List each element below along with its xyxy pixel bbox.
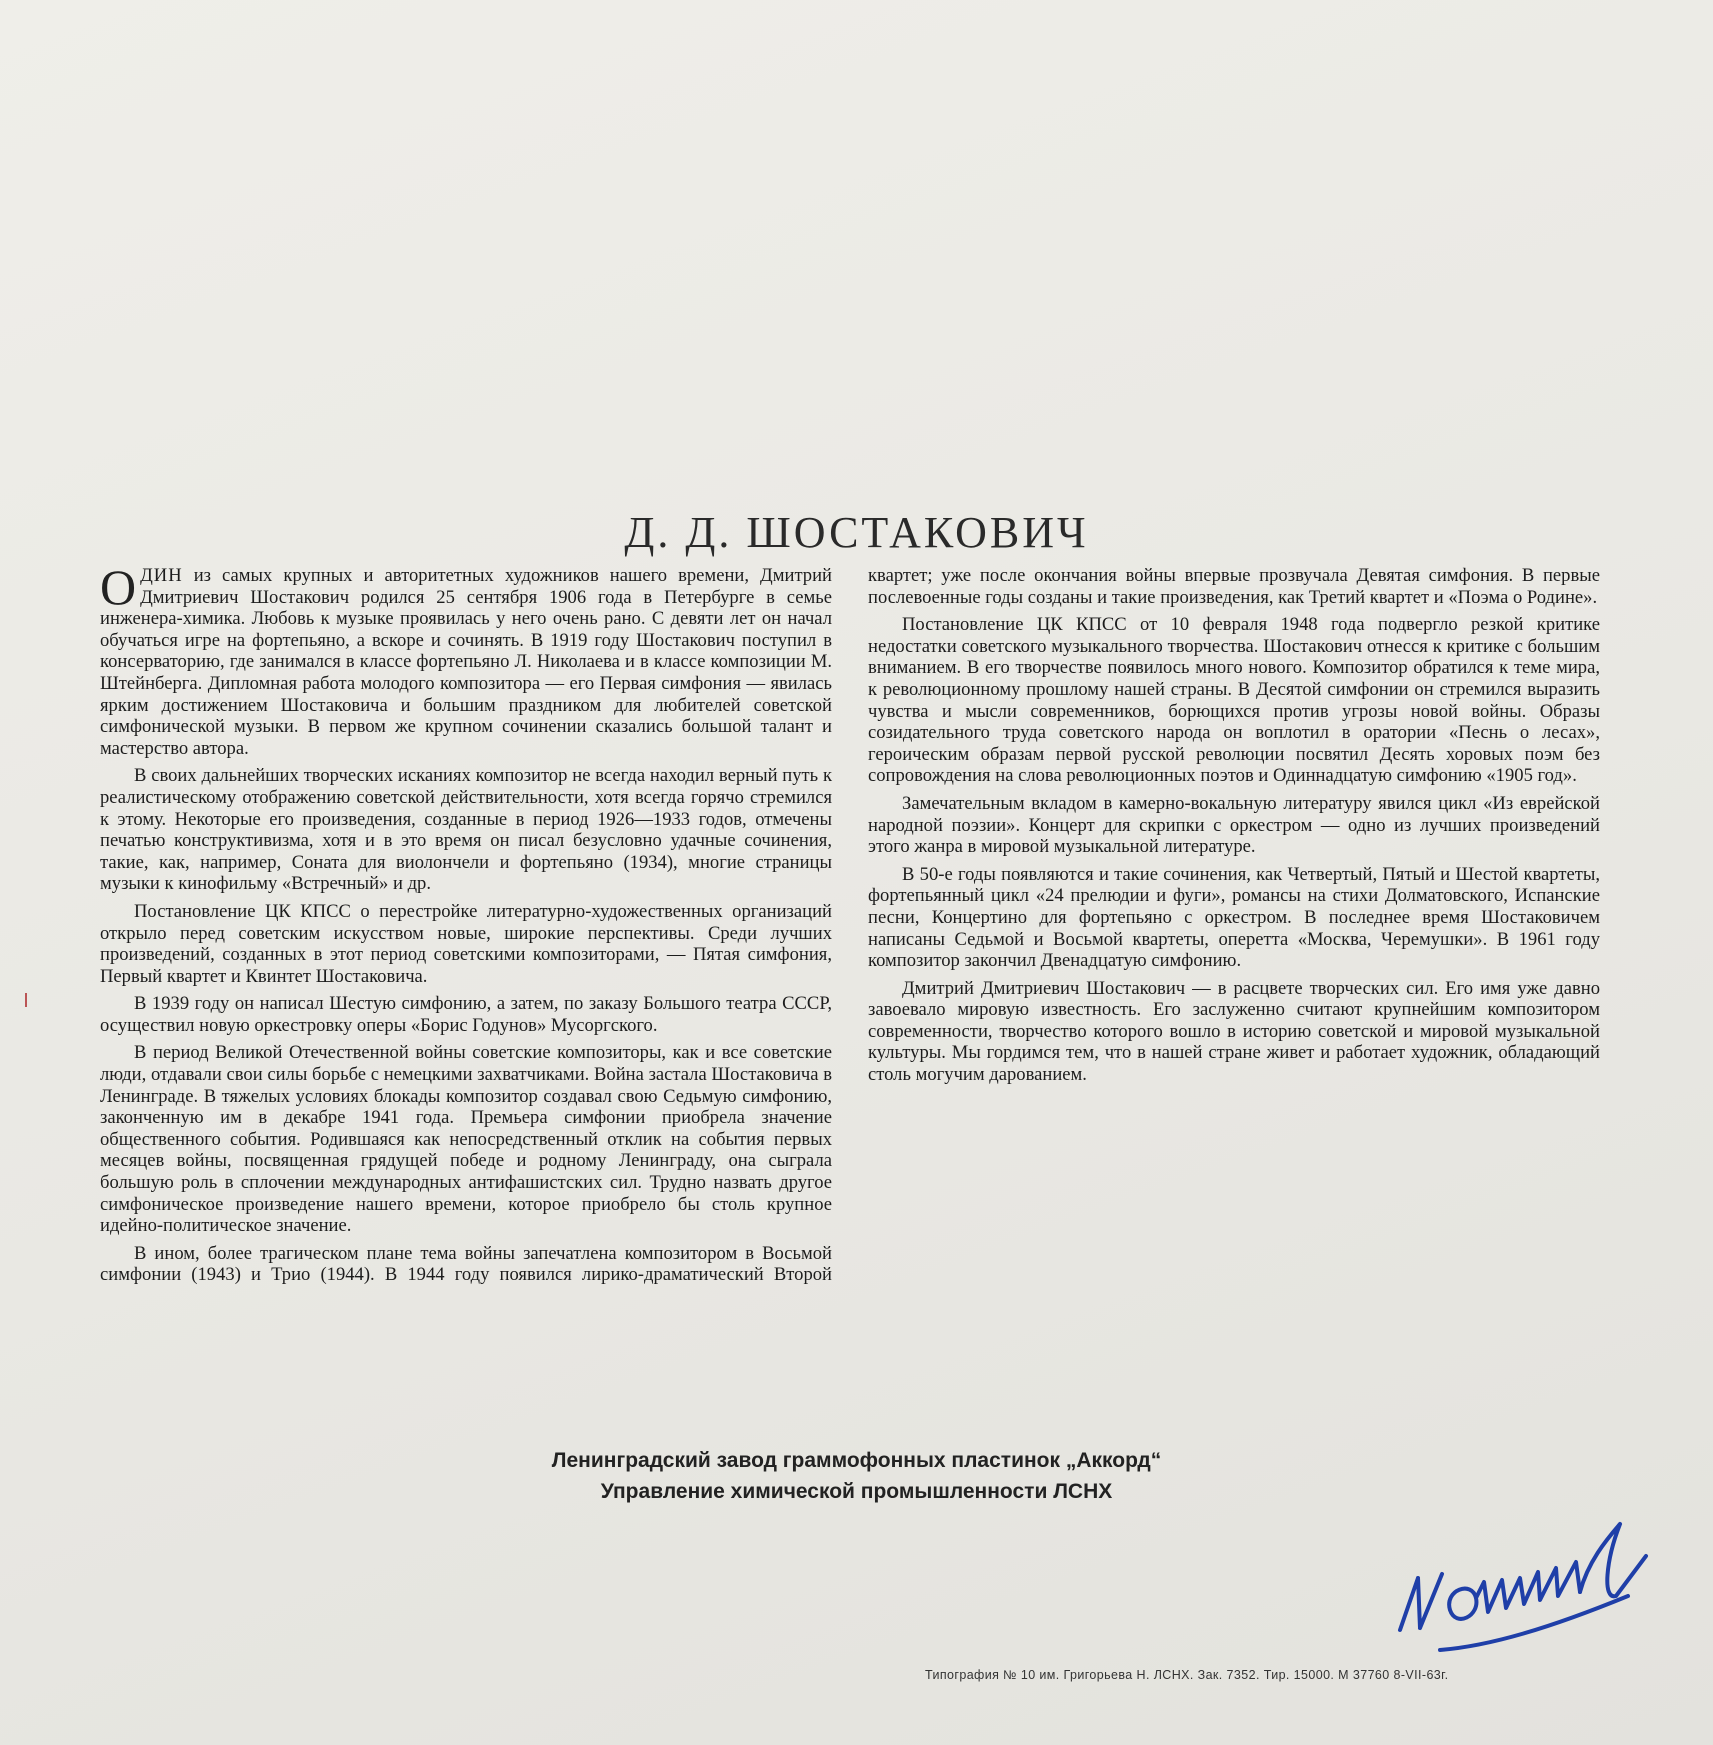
article-paragraph-9: В 50-е годы появляются и такие сочинения, как Четвертый, Пятый и Шестой квартеты, фортепьянный цикл «24 прелюдии и фуги», романсы на стихи Долматовского, Испанские песни, Концертино для фортепьяно с оркестром. В последнее время Шостаковичем написаны Седьмой и Восьмой квартеты, оперетта «Москва, Черемушки». В 1961 году композитор закончил Двенадцатую симфонию. bbox=[868, 863, 1600, 972]
lead-word: ДИН bbox=[140, 565, 183, 586]
article-paragraph-6: В ином, более трагическом плане тема войны запечатлена композитором в Восьмой симфонии (1943) и Трио (1944). В 1944 году появился лирико-драматический Второй квартет; уже после окончания войны впервые прозвучала Девятая симфония. В первые послевоенные годы созданы и такие произведения, как Третий квартет и «Поэма о Родине». bbox=[100, 565, 1600, 1286]
print-imprint: Типография № 10 им. Григорьева Н. ЛСНХ. Зак. 7352. Тир. 15000. М 37760 8-VII-63г. bbox=[925, 1668, 1449, 1682]
paragraph-text: из самых крупных и авторитетных художников нашего времени, Дмитрий Дмитриевич Шостакович родился 25 сентября 1906 года в Петербурге в семье инженера-химика. Любовь к музыке проявилась у него очень рано. С девяти лет он начал обучаться игре на фортепьяно, а вскоре и сочинять. В 1919 году Шостакович поступил в консерваторию, где занимался в классе фортепьяно Л. Николаева и в классе композиции М. Штейнберга. Дипломная работа молодого композитора — его Первая симфония — явилась ярким достижением Шостаковича и большим праздником для любителей советской симфонической музыки. В первом же крупном сочинении сказались большой талант и мастерство автора. bbox=[100, 565, 832, 759]
article-paragraph-1 bbox=[100, 559, 832, 759]
page-title: Д. Д. ШОСТАКОВИЧ bbox=[624, 508, 1089, 558]
article-paragraph-2: В своих дальнейших творческих исканиях композитор не всегда находил верный путь к реалистическому отображению советской действительности, хотя всегда горячо стремился к этому. Некоторые его произведения, созданные в период 1926—1933 годов, отмечены печатью конструктивизма, хотя и в это время он писал безусловно удачные сочинения, такие, как, например, Соната для виолончели и фортепьяно (1934), многие страницы музыки к кинофильму «Встречный» и др. bbox=[100, 765, 832, 895]
article-paragraph-7: Постановление ЦК КПСС от 10 февраля 1948 года подвергло резкой критике недостатки советского музыкального творчества. Шостакович отнесся к критике с большим вниманием. В его творчестве появилось много нового. Композитор обратился к теме мира, к революционному прошлому нашей страны. В Десятой симфонии он стремился выразить чувства и мысли современников, борющихся против угрозы новой войны. Образы созидательного труда советского народа он воплотил в оратории «Песнь о лесах», героическим образам первой русской революции посвятил Десять хоровых поэм без сопровождения на слова революционных поэтов и Одиннадцатую симфонию «1905 год». bbox=[868, 614, 1600, 787]
handwritten-signature bbox=[1380, 1500, 1670, 1670]
publisher-block bbox=[0, 1445, 1713, 1507]
article-paragraph-5: В период Великой Отечественной войны советские композиторы, как и все советские люди, отдавали свои силы борьбе с немецкими захватчиками. Война застала Шостаковича в Ленинграде. В тяжелых условиях блокады композитор создавал свою Седьмую симфонию, законченную им в декабре 1941 года. Премьера симфонии приобрела значение общественного события. Родившаяся как непосредственный отклик на события первых месяцев войны, посвященная грядущей победе и родному Ленинграду, она сыграла большую роль в сплочении международных антифашистских сил. Трудно назвать другое симфоническое произведение нашего времени, которое приобрело бы столь крупное идейно-политическое значение. bbox=[100, 1042, 832, 1237]
article-body bbox=[100, 559, 1600, 1325]
article-paragraph-10: Дмитрий Дмитриевич Шостакович — в расцвете творческих сил. Его имя уже давно завоевало мировую известность. Его заслуженно считают крупнейшим композитором современности, творчество которого вошло в историю советской и мировой музыкальной культуры. Мы гордимся тем, что в нашей стране живет и работает художник, обладающий столь могучим дарованием. bbox=[868, 977, 1600, 1086]
dropcap-letter: О bbox=[100, 559, 137, 615]
publisher-line: Ленинградский завод граммофонных пластинок „Аккорд“ bbox=[551, 1449, 1162, 1472]
article-paragraph-4: В 1939 году он написал Шестую симфонию, а затем, по заказу Большого театра СССР, осуществил новую оркестровку оперы «Борис Годунов» Мусоргского. bbox=[100, 993, 832, 1036]
publisher-line: Управление химической промышленности ЛСНХ bbox=[600, 1480, 1113, 1503]
margin-mark bbox=[25, 993, 27, 1007]
article-paragraph-8: Замечательным вкладом в камерно-вокальную литературу явился цикл «Из еврейской народной поэзии». Концерт для скрипки с оркестром — одно из лучших произведений этого жанра в мировой музыкальной литературе. bbox=[868, 792, 1600, 858]
article-paragraph-3: Постановление ЦК КПСС о перестройке литературно-художественных организаций открыло перед советским искусством новые, широкие перспективы. Среди лучших произведений, созданных в этот период советскими композиторами, — Пятая симфония, Первый квартет и Квинтет Шостаковича. bbox=[100, 900, 832, 987]
